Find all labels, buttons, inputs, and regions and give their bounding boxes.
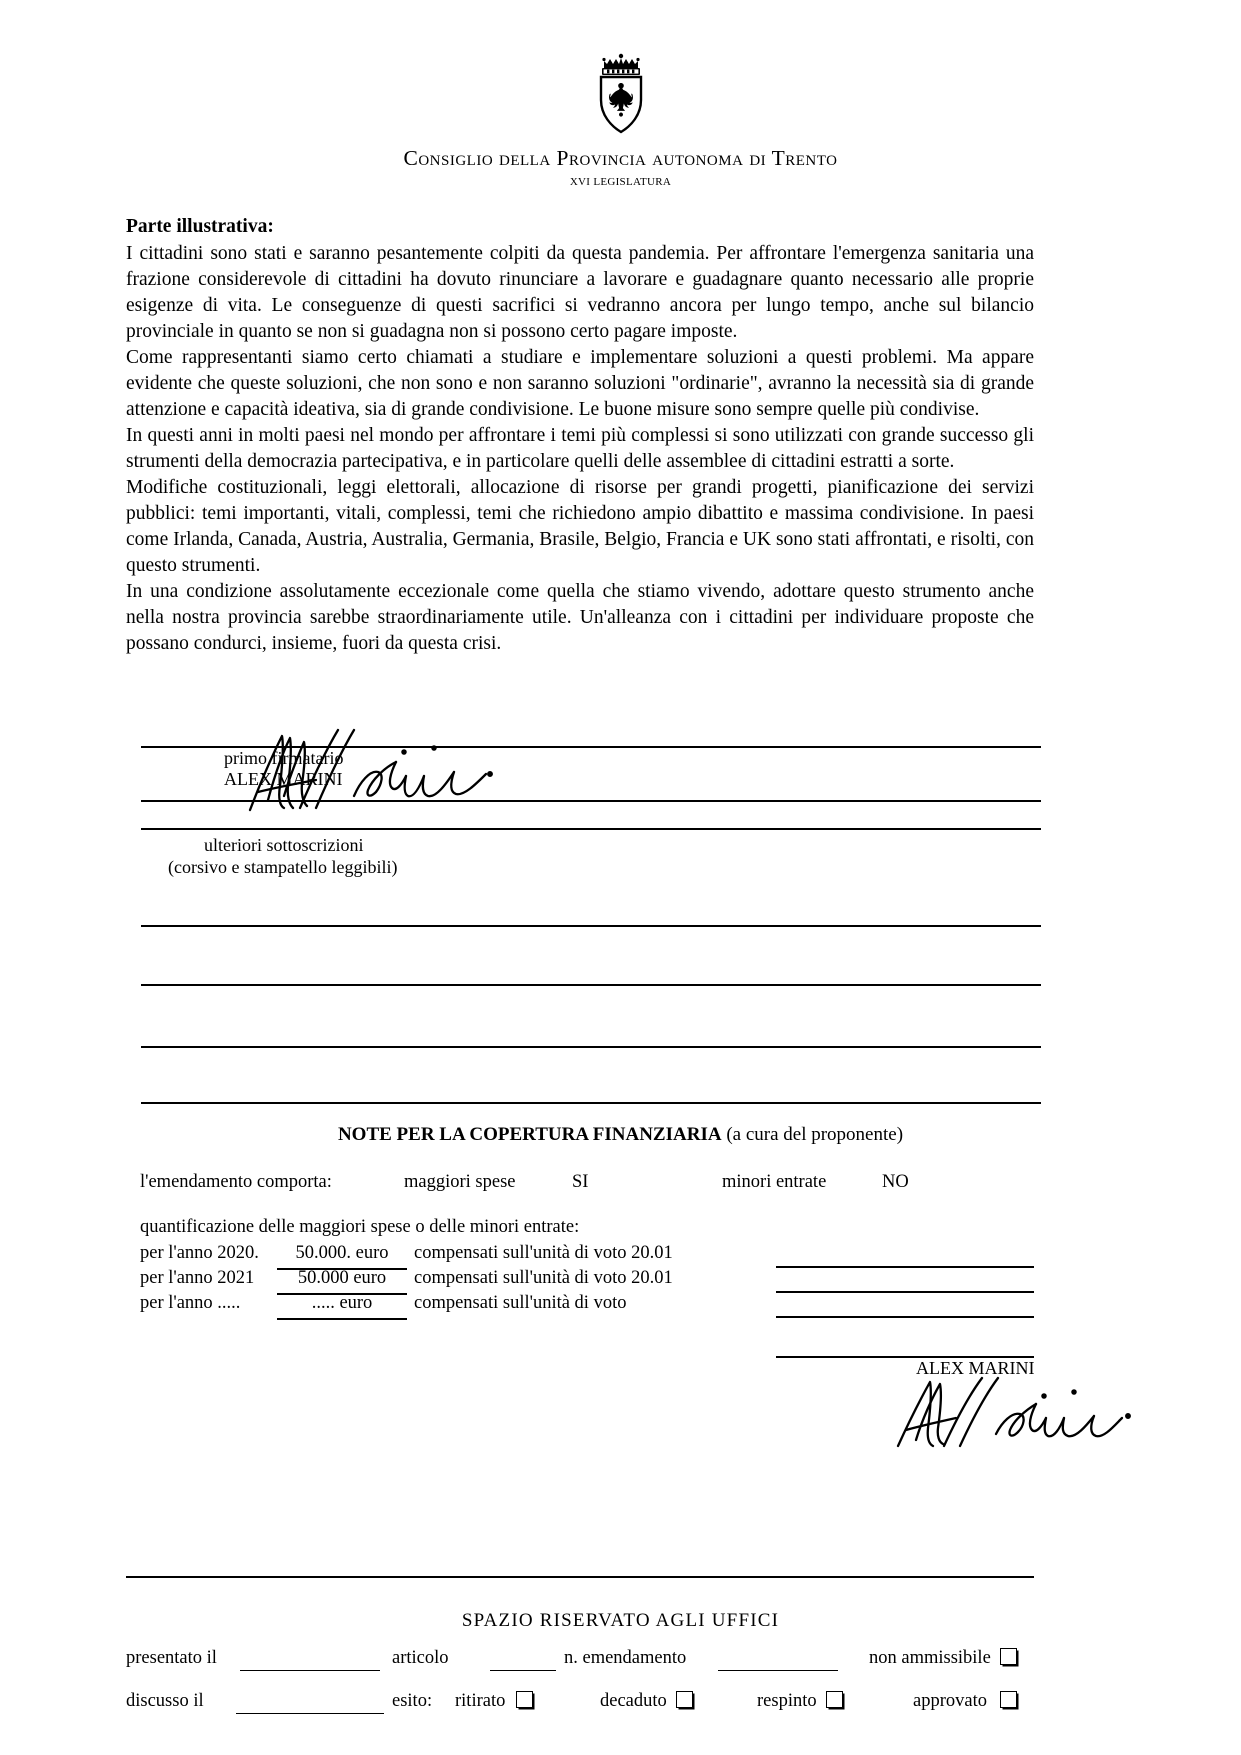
organization-title: Consiglio della Provincia autonoma di Trento <box>403 146 838 170</box>
blank-signature-rule-2[interactable] <box>141 984 1041 986</box>
respinto-label: respinto <box>757 1691 817 1711</box>
non-ammissibile-label: non ammissibile <box>869 1648 991 1668</box>
paragraph-1: I cittadini sono stati e saranno pesantemente colpiti da questa pandemia. Per affrontare l'emergenza sanitaria una frazione considerevole di cittadini ha dovuto rinunciare a lavorare e guadagnare quanto necessario alle proprie esigenze di vita. Le conseguenze di questi sacrifici si vedranno ancora per lungo tempo, anche sul bilancio provinciale in quanto se non si guadagna non si possono certo pagare imposte. <box>126 242 1034 343</box>
articolo-field[interactable] <box>490 1670 556 1671</box>
illustrative-section <box>126 214 1034 657</box>
esito-label: esito: <box>392 1691 433 1711</box>
finance-section-title <box>0 1124 1241 1146</box>
presentato-label: presentato il <box>126 1648 217 1668</box>
approvato-label: approvato <box>913 1691 987 1711</box>
amount-value-3[interactable]: ..... euro <box>311 1293 373 1313</box>
year-label-1: per l'anno 2020. <box>140 1243 259 1263</box>
finance-signer-name: ALEX MARINI <box>916 1358 1035 1378</box>
n-emendamento-field[interactable] <box>718 1670 838 1671</box>
finance-title-sub: (a cura del proponente) <box>726 1124 904 1145</box>
ritirato-label: ritirato <box>455 1691 506 1711</box>
further-signatures-rule <box>141 828 1041 830</box>
compensation-text-1: compensati sull'unità di voto 20.01 <box>414 1243 673 1263</box>
first-signer-name: ALEX MARINI <box>224 769 343 789</box>
finance-blank-rule-2[interactable] <box>776 1291 1034 1293</box>
blank-signature-rule-3[interactable] <box>141 1046 1041 1048</box>
finance-section-rule <box>141 1102 1041 1104</box>
paragraph-5: In una condizione assolutamente eccezionale come quella che stiamo vivendo, adottare questo strumento anche nella nostra provincia sarebbe straordinariamente utile. Un'alleanza con i cittadini per individuare proposte che possano condurci, insieme, fuori da questa crisi. <box>126 581 1034 655</box>
amount-value-2[interactable]: 50.000 euro <box>297 1268 387 1288</box>
trento-coat-of-arms-icon <box>590 52 652 136</box>
minori-entrate-label: minori entrate <box>722 1172 827 1192</box>
decaduto-checkbox[interactable] <box>676 1691 693 1708</box>
finance-blank-rule-1[interactable] <box>776 1266 1034 1268</box>
comporta-label: l'emendamento comporta: <box>140 1172 332 1192</box>
section-heading-parte-illustrativa: Parte illustrativa: <box>126 216 274 237</box>
quantification-label: quantificazione delle maggiori spese o delle minori entrate: <box>140 1217 580 1237</box>
finance-signer-handwriting-icon <box>890 1372 1140 1452</box>
non-ammissibile-checkbox[interactable] <box>1000 1648 1017 1665</box>
presentato-field[interactable] <box>240 1670 380 1671</box>
ritirato-checkbox[interactable] <box>516 1691 533 1708</box>
decaduto-label: decaduto <box>600 1691 667 1711</box>
paragraph-2: Come rappresentanti siamo certo chiamati a studiare e implementare soluzioni a questi problemi. Ma appare evidente che queste soluzioni, che non sono e non saranno soluzioni "ordinarie", avranno la necessità sia di grande attenzione e capacità ideativa, sia di grande condivisione. Le buone misure sono sempre quelle più condivise. <box>126 347 1034 421</box>
paragraph-4: Modifiche costituzionali, leggi elettorali, allocazione di risorse per grandi progetti, pianificazione dei servizi pubblici: temi importanti, vitali, complessi, temi che richiedono ampio dibattito e massima condivisione. In paesi come Irlanda, Canada, Austria, Australia, Germania, Brasile, Belgio, Francia e UK sono stati affrontati, e risolti, con questo strumenti. <box>126 477 1034 577</box>
respinto-checkbox[interactable] <box>826 1691 843 1708</box>
year-label-3: per l'anno ..... <box>140 1293 241 1313</box>
approvato-checkbox[interactable] <box>1000 1691 1017 1708</box>
articolo-label: articolo <box>392 1648 449 1668</box>
amount-value-1[interactable]: 50.000. euro <box>295 1243 389 1263</box>
finance-blank-rule-3[interactable] <box>776 1316 1034 1318</box>
discusso-label: discusso il <box>126 1691 204 1711</box>
minori-entrate-value[interactable]: NO <box>882 1172 909 1192</box>
maggiori-spese-value[interactable]: SI <box>572 1172 589 1192</box>
legislature-label: XVI LEGISLATURA <box>569 176 672 188</box>
blank-signature-rule-1[interactable] <box>141 925 1041 927</box>
further-signatures-label: ulteriori sottoscrizioni <box>204 835 364 855</box>
first-signer-rule-bottom <box>141 800 1041 802</box>
further-signatures-hint: (corsivo e stampatello leggibili) <box>168 857 398 877</box>
maggiori-spese-label: maggiori spese <box>404 1172 516 1192</box>
document-header <box>0 0 1241 188</box>
uffici-section-rule <box>126 1576 1034 1578</box>
paragraph-3: In questi anni in molti paesi nel mondo per affrontare i temi più complessi si sono utilizzati con grande successo gli strumenti della democrazia partecipativa, e in particolare quelli delle assemblee di cittadini estratti a sorte. <box>126 425 1034 473</box>
finance-title-main: NOTE PER LA COPERTURA FINANZIARIA <box>337 1124 722 1145</box>
discusso-field[interactable] <box>236 1713 384 1714</box>
uffici-title: SPAZIO RISERVATO AGLI UFFICI <box>461 1610 780 1631</box>
compensation-text-2: compensati sull'unità di voto 20.01 <box>414 1268 673 1288</box>
first-signer-label: primo firmatario <box>224 748 344 768</box>
year-label-2: per l'anno 2021 <box>140 1268 255 1288</box>
n-emendamento-label: n. emendamento <box>564 1648 687 1668</box>
amount-underline-3 <box>277 1318 407 1320</box>
compensation-text-3: compensati sull'unità di voto <box>414 1293 627 1313</box>
